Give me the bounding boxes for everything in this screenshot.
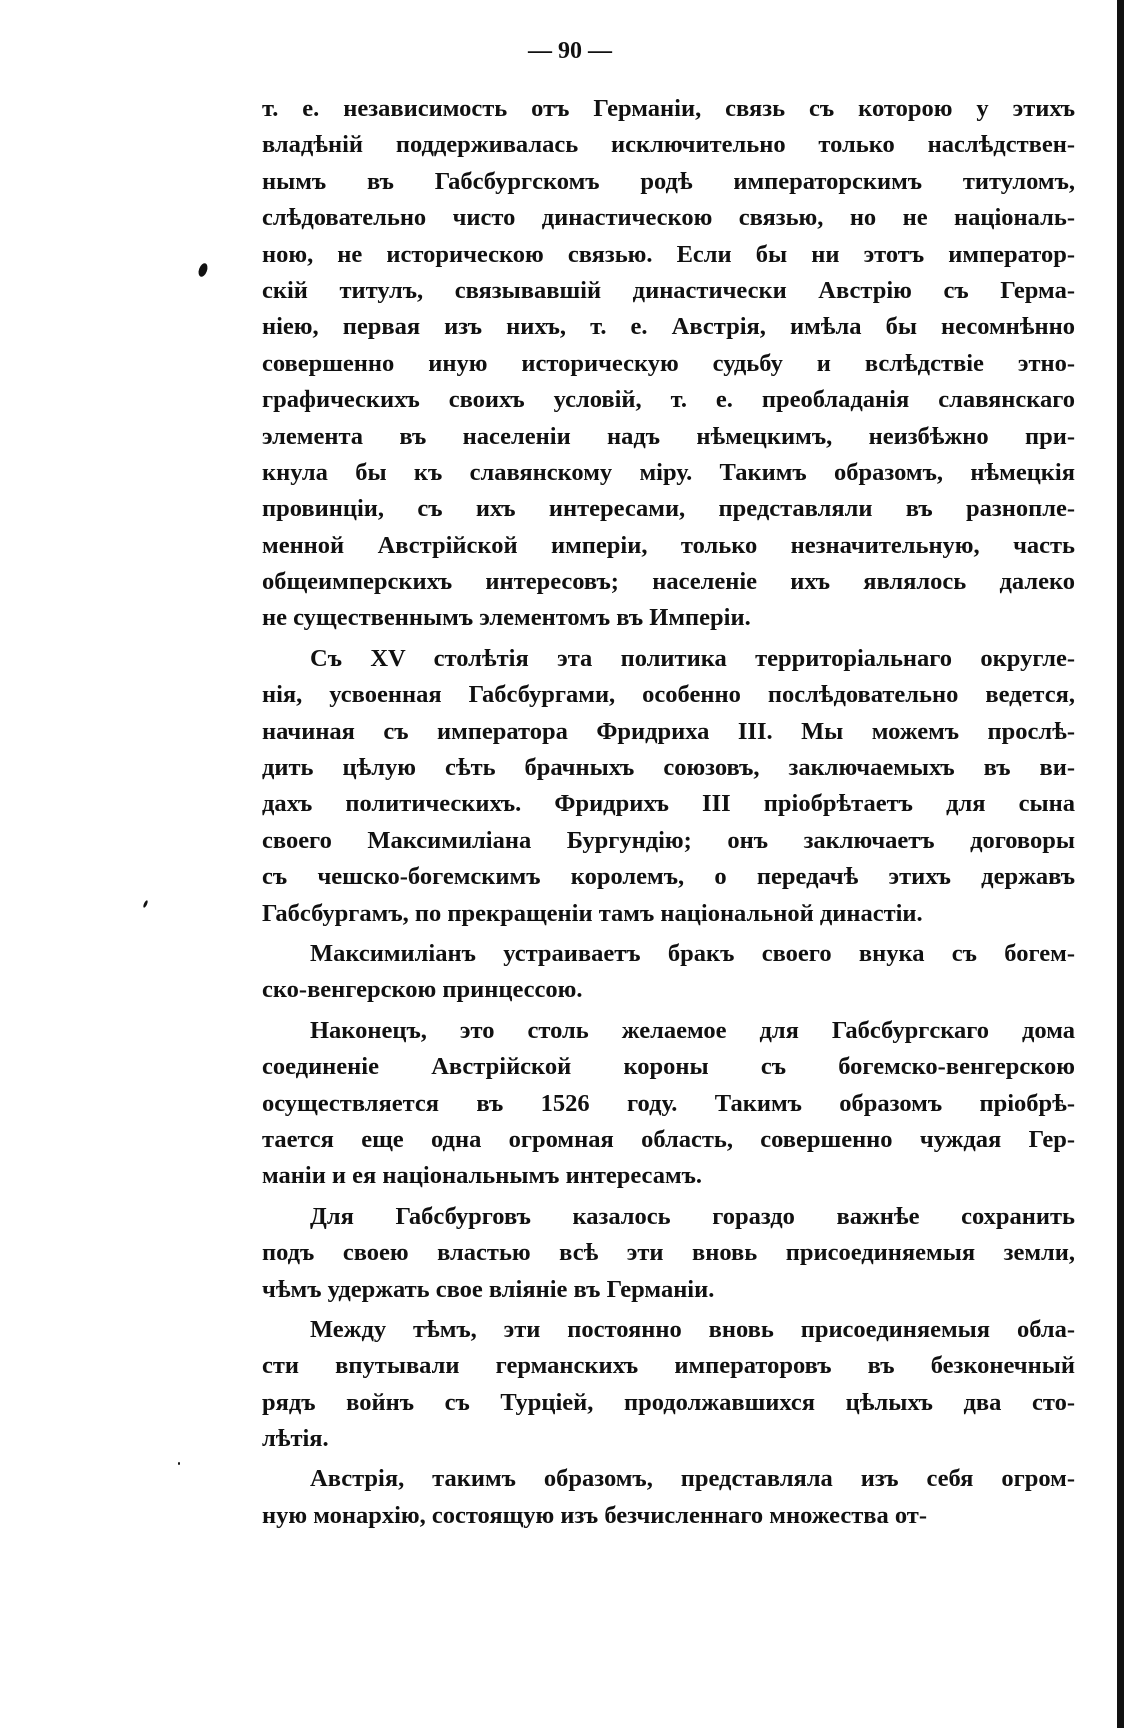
- paragraph: [262, 641, 1075, 932]
- text-line: т. е. независимость отъ Германіи, связь съ которою у этихъ: [262, 95, 1075, 122]
- text-line: Между тѣмъ, эти постоянно вновь присоединяемыя обла-: [310, 1315, 1075, 1343]
- text-line: Для Габсбурговъ казалось гораздо важнѣе сохранить: [310, 1202, 1075, 1230]
- text-line: не существеннымъ элементомъ въ Имперіи.: [262, 604, 751, 632]
- text-line: начиная съ императора Фридриха III. Мы можемъ прослѣ-: [262, 717, 1075, 745]
- paragraph: [262, 1199, 1075, 1308]
- text-line: менной Австрійской имперіи, только незначительную, часть: [262, 531, 1075, 559]
- text-line: общеимперскихъ интересовъ; населеніе ихъ являлось далеко: [262, 568, 1075, 596]
- text-line: дахъ политическихъ. Фридрихъ III пріобрѣтаетъ для сына: [262, 790, 1075, 818]
- text-line: сти впутывали германскихъ императоровъ въ безконечный: [262, 1352, 1075, 1380]
- text-line: лѣтія.: [262, 1425, 329, 1453]
- margin-mark: [142, 900, 148, 909]
- text-line: Максимиліанъ устраиваетъ бракъ своего внука съ богем-: [310, 939, 1075, 967]
- text-line: совершенно иную историческую судьбу и вслѣдствіе этно-: [262, 349, 1075, 377]
- paragraph: [262, 1312, 1075, 1458]
- text-line: слѣдовательно чисто династическою связью, но не національ-: [262, 204, 1075, 232]
- text-line: Съ XV столѣтія эта политика территоріальнаго округле-: [310, 644, 1075, 672]
- text-line: дить цѣлую сѣть брачныхъ союзовъ, заключаемыхъ въ ви-: [262, 754, 1075, 782]
- text-line: ніею, первая изъ нихъ, т. е. Австрія, имѣла бы несомнѣнно: [262, 313, 1075, 341]
- page-number: — 90 —: [528, 38, 612, 64]
- text-line: скій титулъ, связывавшій династически Австрію съ Герма-: [262, 276, 1075, 304]
- text-line: соединеніе Австрійской короны съ богемско-венгерскою: [262, 1053, 1075, 1081]
- paragraph: [262, 1013, 1075, 1195]
- text-line: ною, не историческою связью. Если бы ни этотъ император-: [262, 240, 1075, 268]
- text-block: [262, 91, 1075, 1534]
- text-line: Австрія, такимъ образомъ, представляла изъ себя огром-: [310, 1465, 1075, 1493]
- text-line: Габсбургамъ, по прекращеніи тамъ національной династіи.: [262, 899, 923, 927]
- text-line: нымъ въ Габсбургскомъ родѣ императорскимъ титуломъ,: [262, 167, 1075, 195]
- text-line: нія, усвоенная Габсбургами, особенно послѣдовательно ведется,: [262, 681, 1075, 709]
- text-line: Наконецъ, это столь желаемое для Габсбургскаго дома: [310, 1016, 1075, 1044]
- text-line: своего Максимиліана Бургундію; онъ заключаетъ договоры: [262, 826, 1075, 854]
- margin-mark: [197, 262, 209, 278]
- text-line: подъ своею властью всѣ эти вновь присоединяемыя земли,: [262, 1239, 1075, 1267]
- paragraph: [262, 91, 1075, 637]
- text-line: маніи и ея національнымъ интересамъ.: [262, 1162, 703, 1190]
- paragraph: [262, 936, 1075, 1009]
- text-line: рядъ войнъ съ Турціей, продолжавшихся цѣлыхъ два сто-: [262, 1388, 1075, 1416]
- text-line: чѣмъ удержать свое вліяніе въ Германіи.: [262, 1275, 715, 1303]
- text-line: осуществляется въ 1526 году. Такимъ образомъ пріобрѣ-: [262, 1089, 1075, 1117]
- text-line: графическихъ своихъ условій, т. е. преобладанія славянскаго: [262, 386, 1075, 414]
- text-line: съ чешско-богемскимъ королемъ, о передачѣ этихъ державъ: [262, 863, 1075, 891]
- text-line: кнула бы къ славянскому міру. Такимъ образомъ, нѣмецкія: [262, 458, 1075, 486]
- text-line: тается еще одна огромная область, совершенно чуждая Гер-: [262, 1125, 1075, 1153]
- text-line: провинціи, съ ихъ интересами, представляли въ разнопле-: [262, 495, 1075, 523]
- page-edge-line: [1117, 0, 1124, 1728]
- margin-mark: [178, 1462, 180, 1465]
- text-line: ско-венгерскою принцессою.: [262, 976, 583, 1004]
- text-line: владѣній поддерживалась исключительно только наслѣдствен-: [262, 131, 1075, 159]
- paragraph: [262, 1461, 1075, 1534]
- text-line: ную монархію, состоящую изъ безчисленнаго множества от-: [262, 1501, 927, 1529]
- text-line: элемента въ населеніи надъ нѣмецкимъ, неизбѣжно при-: [262, 422, 1075, 450]
